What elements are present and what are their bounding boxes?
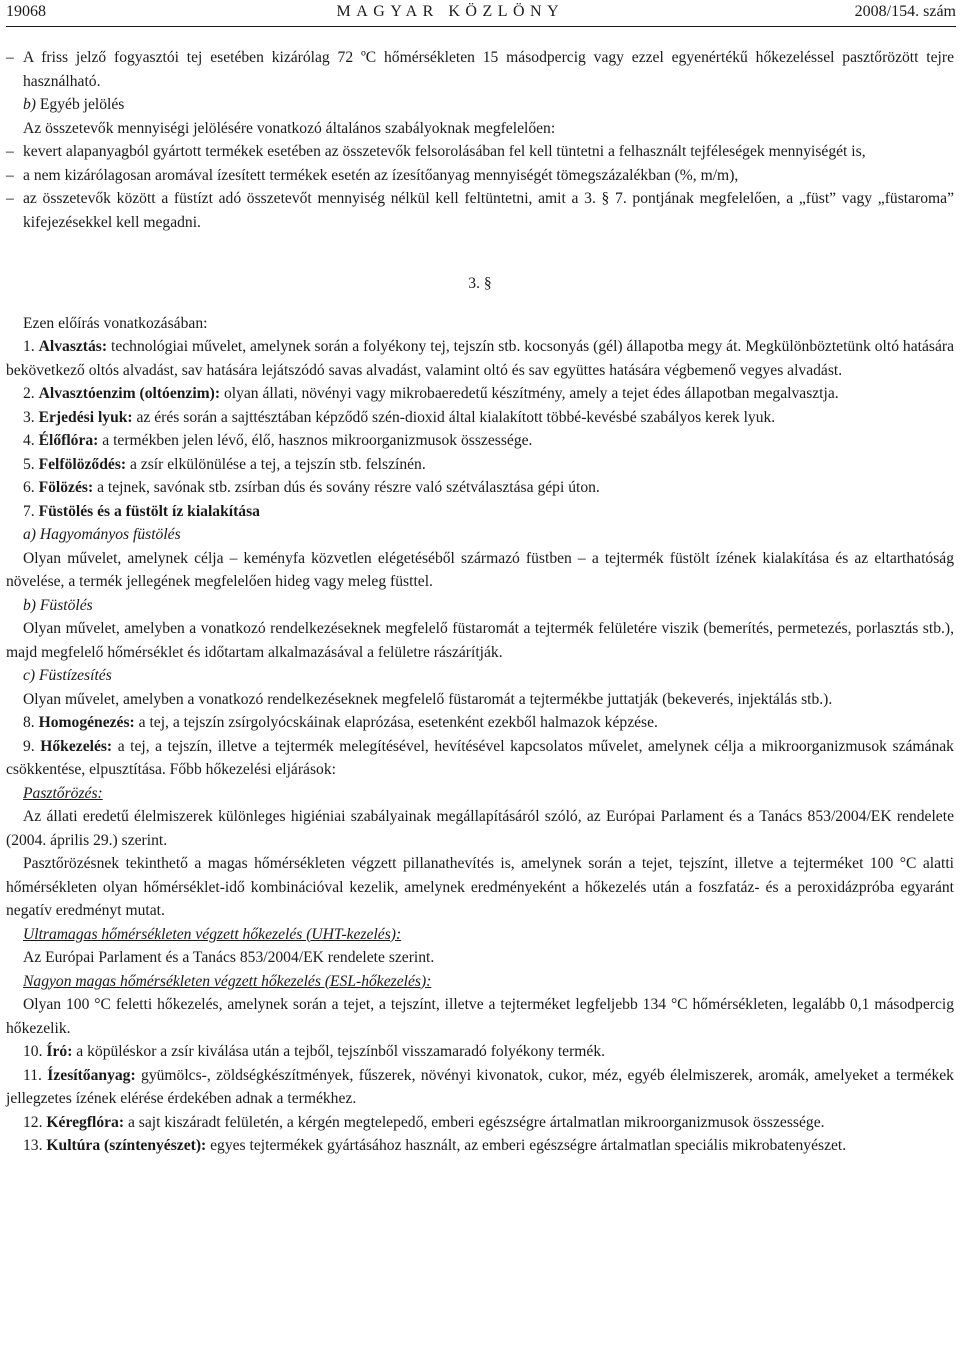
subsection-label: b) bbox=[23, 96, 36, 113]
def-term: Alvasztóenzim (oltóenzim): bbox=[38, 385, 221, 402]
list-item-text: kevert alapanyagból gyártott termékek esetében az összetevők felsorolásában fel kell tüntetni a felhasznált tejféleségek mennyiségét is, bbox=[23, 143, 866, 160]
def-number: 2. bbox=[23, 385, 35, 402]
dash-marker: – bbox=[6, 143, 14, 160]
definition-12 bbox=[6, 1111, 954, 1135]
spacer bbox=[6, 234, 954, 272]
def-number: 13. bbox=[23, 1137, 43, 1154]
definition-11 bbox=[6, 1064, 954, 1111]
def-number: 7. bbox=[23, 502, 35, 520]
def-term: Erjedési lyuk: bbox=[38, 408, 133, 426]
def-text: a tej, a tejszín zsírgolyócskáinak elaprózása, esetenként ezekből halmazok képzése. bbox=[138, 714, 658, 731]
def-number: 11. bbox=[23, 1066, 42, 1084]
def-number: 12. bbox=[23, 1113, 43, 1131]
def-term: Élőflóra: bbox=[38, 432, 99, 449]
def-text: a tejnek, savónak stb. zsírban dús és sovány részre való szétválasztása gépi úton. bbox=[97, 479, 600, 496]
method-uht-title bbox=[6, 923, 954, 947]
def-number: 9. bbox=[23, 737, 35, 755]
subdef-7b-title bbox=[6, 594, 954, 618]
def-number: 8. bbox=[23, 714, 35, 731]
list-item bbox=[6, 187, 954, 234]
subsection-lead: Az összetevők mennyiségi jelölésére vonatkozó általános szabályoknak megfelelően: bbox=[23, 119, 556, 137]
subdef-7a-text: Olyan művelet, amelynek célja – keményfa közvetlen elégetéséből származó füstben – a tejtermék füstölt ízének kialakítása és az eltarthatóság növelése, a termék jellegének megfelelően hideg vagy meleg füsttel. bbox=[6, 549, 954, 590]
def-number: 3. bbox=[23, 408, 35, 426]
def-number: 10. bbox=[23, 1043, 43, 1060]
definition-4 bbox=[6, 429, 954, 453]
dash-marker: – bbox=[6, 49, 14, 66]
subdef-7a-title bbox=[6, 523, 954, 547]
def-text: az érés során a sajttésztában képződő szén-dioxid által kialakított többé-kevésbé szabályos kerek lyuk. bbox=[136, 408, 776, 426]
def-term: Hőkezelés: bbox=[40, 737, 113, 755]
method-title: Ultramagas hőmérsékleten végzett hőkezelés (UHT-kezelés): bbox=[23, 925, 402, 943]
def-text: a termékben jelen lévő, élő, hasznos mikroorganizmusok összessége. bbox=[102, 432, 533, 449]
dash-marker: – bbox=[6, 190, 14, 207]
definition-10 bbox=[6, 1040, 954, 1064]
list-item bbox=[6, 140, 954, 164]
subsection-heading bbox=[6, 93, 954, 117]
subsection-title: Egyéb jelölés bbox=[39, 96, 125, 113]
page-header bbox=[6, 0, 956, 24]
def-term: Homogénezés: bbox=[38, 714, 135, 731]
spacer bbox=[6, 296, 954, 312]
dash-marker: – bbox=[6, 166, 14, 184]
def-term: Felfölöződés: bbox=[38, 455, 127, 473]
header-rule bbox=[6, 26, 956, 27]
def-number: 1. bbox=[23, 338, 35, 355]
method-pasteurization-title bbox=[6, 782, 954, 806]
def-term: Füstölés és a füstölt íz kialakítása bbox=[38, 502, 260, 520]
method-title: Pasztőrözés: bbox=[23, 784, 103, 802]
subdef-7c-text: Olyan művelet, amelyben a vonatkozó rendelkezéseknek megfelelő füstaromát a tejtermékbe juttatják (bekeverés, injektálás stb.). bbox=[23, 690, 833, 708]
subdef-title: c) Füstízesítés bbox=[23, 667, 112, 684]
definition-13 bbox=[6, 1134, 954, 1158]
def-text: gyümölcs-, zöldségkészítmények, fűszerek, növényi kivonatok, cukor, méz, egyéb élelmiszerek, aromák, amelyeket a termékek jellegzetes ízének elérése érdekében adnak a termékhez. bbox=[6, 1066, 954, 1107]
def-text: a sajt kiszáradt felületén, a kérgén megtelepedő, emberi egészségre ártalmatlan mikroorganizmusok összessége. bbox=[127, 1113, 825, 1131]
def-number: 6. bbox=[23, 479, 35, 496]
definition-9 bbox=[6, 735, 954, 782]
issue-number: 2008/154. szám bbox=[854, 3, 956, 20]
list-item-text: a nem kizárólagosan aromával ízesített termékek esetén az ízesítőanyag mennyiségét tömegszázalékban (%, m/m), bbox=[23, 166, 739, 184]
definition-7 bbox=[6, 500, 954, 524]
def-text: olyan állati, növényi vagy mikrobaeredetű készítmény, amely a tejet édes állapotban megalvasztja. bbox=[223, 385, 839, 402]
definition-3 bbox=[6, 406, 954, 430]
list-item bbox=[6, 164, 954, 188]
method-pasteurization-text: Az állati eredetű élelmiszerek különleges higiéniai szabályainak megállapításáról szóló, az Európai Parlament és a Tanács 853/2004/EK rendelete (2004. április 29.) szerint. bbox=[6, 808, 954, 849]
def-term: Alvasztás: bbox=[38, 338, 108, 355]
publication-title: MAGYAR KÖZLÖNY bbox=[336, 3, 565, 20]
definition-8 bbox=[6, 711, 954, 735]
method-pasteurization-text-2: Pasztőrözésnek tekinthető a magas hőmérsékleten végzett pillanathevítés is, amelynek során a tejet, tejszínt, illetve a tejterméket 100 °C alatti hőmérsékleten olyan hőmérséklet-idő kombinációval kezelik, amelynek eredményeként a hőkezelés után a foszfatáz- és a peroxidázpróba egyaránt negatív eredményt mutat. bbox=[6, 855, 954, 919]
def-text: a tej, a tejszín, illetve a tejtermék melegítésével, hevítésével kapcsolatos művelet, amelynek célja a mikroorganizmusok számának csökkentése, elpusztítása. Főbb hőkezelési eljárások: bbox=[6, 737, 954, 778]
subdef-title: a) Hagyományos füstölés bbox=[23, 526, 181, 543]
def-term: Ízesítőanyag: bbox=[47, 1066, 136, 1084]
page-body bbox=[6, 46, 954, 1158]
method-esl-text: Olyan 100 °C feletti hőkezelés, amelynek során a tejet, a tejszínt, illetve a tejterméket legfeljebb 134 °C hőmérsékleten, legalább 0,1 másodpercig hőkezelik. bbox=[6, 996, 954, 1037]
subdef-title: b) Füstölés bbox=[23, 596, 93, 614]
def-text: a köpüléskor a zsír kiválása után a tejből, tejszínből visszamaradó folyékony termék. bbox=[76, 1043, 606, 1060]
method-title: Nagyon magas hőmérsékleten végzett hőkezelés (ESL-hőkezelés): bbox=[23, 972, 432, 990]
def-text: a zsír elkülönülése a tej, a tejszín stb. felszínén. bbox=[130, 455, 426, 473]
def-number: 4. bbox=[23, 432, 35, 449]
def-term: Kultúra (színtenyészet): bbox=[46, 1137, 207, 1154]
method-uht-text: Az Európai Parlament és a Tanács 853/2004/EK rendelete szerint. bbox=[23, 949, 435, 966]
subdef-7c-title bbox=[6, 664, 954, 688]
subdef-7b-text: Olyan művelet, amelyben a vonatkozó rendelkezéseknek megfelelő füstaromát a tejtermék felületére viszik (bemerítés, permetezés, porlasztás stb.), majd megfelelő hőmérséklet és időtartam alkalmazásával a felületre rászárítják. bbox=[6, 620, 954, 661]
def-text: technológiai művelet, amelynek során a folyékony tej, tejszín stb. kocsonyás (gél) állapotba megy át. Megkülönböztetünk oltó hatására bekövetkező oltós alvadást, sav hatására lejátszódó savas alvadást, valamint oltó és sav együttes hatására végbemenő vegyes alvadást. bbox=[6, 338, 954, 379]
def-text: egyes tejtermékek gyártásához használt, az emberi egészségre ártalmatlan speciális mikrobatenyészet. bbox=[210, 1137, 847, 1154]
def-number: 5. bbox=[23, 455, 35, 473]
definition-2 bbox=[6, 382, 954, 406]
definition-5 bbox=[6, 453, 954, 477]
section-lead: Ezen előírás vonatkozásában: bbox=[23, 314, 208, 332]
def-term: Kéregflóra: bbox=[46, 1113, 125, 1131]
def-term: Író: bbox=[46, 1043, 73, 1060]
def-term: Fölözés: bbox=[38, 479, 94, 496]
section-heading: 3. § bbox=[468, 275, 492, 292]
intro-text: A friss jelző fogyasztói tej esetében kizárólag 72 ºC hőmérsékleten 15 másodpercig vagy ezzel egyenértékű hőkezeléssel pasztőrözött tejre használható. bbox=[23, 49, 954, 90]
page-number: 19068 bbox=[6, 3, 46, 20]
definition-1 bbox=[6, 335, 954, 382]
definition-6 bbox=[6, 476, 954, 500]
method-esl-title bbox=[6, 970, 954, 994]
intro-dash-item bbox=[6, 46, 954, 93]
list-item-text: az összetevők között a füstízt adó összetevőt mennyiség nélkül kell feltüntetni, amit a 3. § 7. pontjának megfelelően, a „füst” vagy „füstaroma” kifejezésekkel kell megadni. bbox=[23, 190, 954, 231]
